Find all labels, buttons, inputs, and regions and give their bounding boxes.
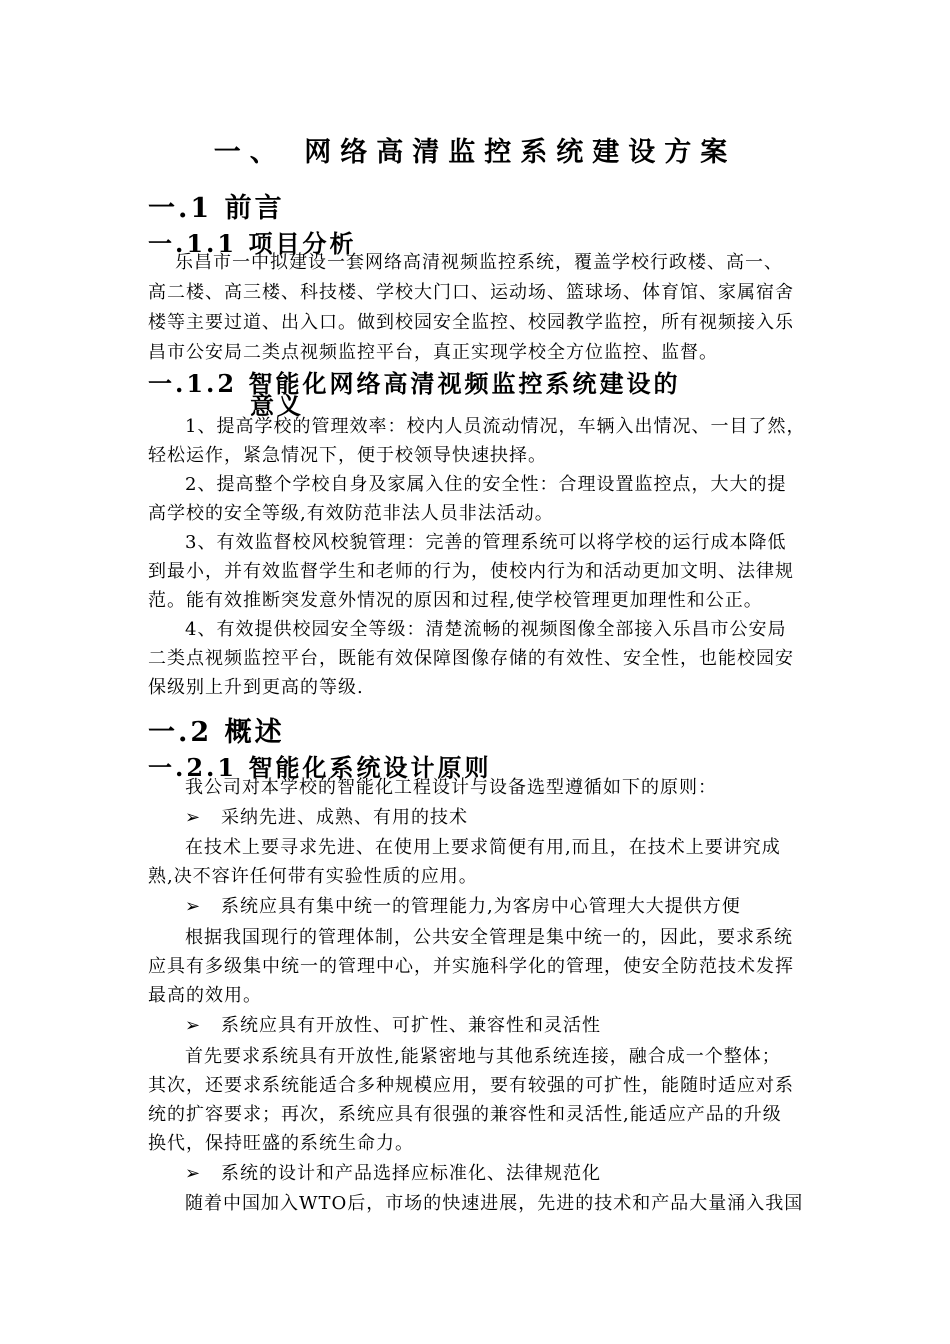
paragraph-line: 1、提高学校的管理效率：校内人员流动情况，车辆入出情况、一目了然， xyxy=(185,416,806,437)
arrow-bullet-icon: ➢ xyxy=(185,807,202,828)
paragraph-line: 随着中国加入WTO后，市场的快速进展，先进的技术和产品大量涌入我国 xyxy=(185,1193,804,1214)
document-title: 一、 网络高清监控系统建设方案 xyxy=(213,137,737,168)
paragraph-line: 轻松运作，紧急情况下，便于校领导快速抉择。 xyxy=(148,445,547,466)
arrow-bullet-icon: ➢ xyxy=(185,896,202,917)
paragraph-line: 首先要求系统具有开放性,能紧密地与其他系统连接，融合成一个整体； xyxy=(185,1046,781,1067)
arrow-bullet-icon: ➢ xyxy=(185,1163,202,1184)
paragraph-line: 应具有多级集中统一的管理中心，并实施科学化的管理，使安全防范技术发挥 xyxy=(148,956,794,977)
bullet-item: ➢ 系统应具有集中统一的管理能力,为客房中心管理大大提供方便 xyxy=(185,896,741,917)
paragraph-line: 熟,决不容许任何带有实验性质的应用。 xyxy=(148,866,478,887)
paragraph-line: 我公司对本学校的智能化工程设计与设备选型遵循如下的原则： xyxy=(185,777,717,798)
subsection-heading-project-analysis: 一.1.1 项目分析 xyxy=(148,229,357,258)
paragraph-line: 换代，保持旺盛的系统生命力。 xyxy=(148,1133,414,1154)
subsection-heading-significance-cont: 意义 xyxy=(250,391,304,420)
paragraph-line: 二类点视频监控平台，既能有效保障图像存储的有效性、安全性，也能校园安 xyxy=(148,648,794,669)
bullet-item: ➢ 系统的设计和产品选择应标准化、法律规范化 xyxy=(185,1163,601,1184)
paragraph-line: 3、有效监督校风校貌管理：完善的管理系统可以将学校的运行成本降低 xyxy=(185,532,787,553)
subsection-heading-significance: 一.1.2 智能化网络高清视频监控系统建设的 xyxy=(148,369,681,398)
paragraph-line: 其次，还要求系统能适合多种规模应用，要有较强的可扩性，能随时适应对系 xyxy=(148,1075,794,1096)
paragraph-line: 保级别上升到更高的等级. xyxy=(148,677,364,698)
paragraph-line: 在技术上要寻求先进、在使用上要求简便有用,而且，在技术上要讲究成 xyxy=(185,837,781,858)
paragraph-line: 范。能有效推断突发意外情况的原因和过程,使学校管理更加理性和公正。 xyxy=(148,590,763,611)
paragraph-line: 最高的效用。 xyxy=(148,985,262,1006)
section-heading-preface: 一.1 前言 xyxy=(148,193,285,224)
bullet-item: ➢ 系统应具有开放性、可扩性、兼容性和灵活性 xyxy=(185,1015,601,1036)
paragraph-line: 4、有效提供校园安全等级：清楚流畅的视频图像全部接入乐昌市公安局 xyxy=(185,619,787,640)
paragraph-line: 统的扩容要求；再次，系统应具有很强的兼容性和灵活性,能适应产品的升级 xyxy=(148,1104,782,1125)
paragraph-line: 乐昌市一中拟建设一套网络高清视频监控系统，覆盖学校行政楼、高一、 xyxy=(175,252,783,273)
section-heading-overview: 一.2 概述 xyxy=(148,717,285,748)
paragraph-line: 楼等主要过道、出入口。做到校园安全监控、校园教学监控，所有视频接入乐 xyxy=(148,312,794,333)
paragraph-line: 根据我国现行的管理体制，公共安全管理是集中统一的，因此，要求系统 xyxy=(185,927,793,948)
paragraph-line: 高二楼、高三楼、科技楼、学校大门口、运动场、篮球场、体育馆、家属宿舍 xyxy=(148,282,794,303)
subsection-heading-design-principles: 一.2.1 智能化系统设计原则 xyxy=(148,753,492,782)
paragraph-line: 昌市公安局二类点视频监控平台，真正实现学校全方位监控、监督。 xyxy=(148,342,718,363)
paragraph-line: 到最小，并有效监督学生和老师的行为，使校内行为和活动更加文明、法律规 xyxy=(148,561,794,582)
bullet-item: ➢ 采纳先进、成熟、有用的技术 xyxy=(185,807,468,828)
paragraph-line: 高学校的安全等级,有效防范非法人员非法活动。 xyxy=(148,503,554,524)
arrow-bullet-icon: ➢ xyxy=(185,1015,202,1036)
paragraph-line: 2、提高整个学校自身及家属入住的安全性：合理设置监控点，大大的提 xyxy=(185,474,787,495)
